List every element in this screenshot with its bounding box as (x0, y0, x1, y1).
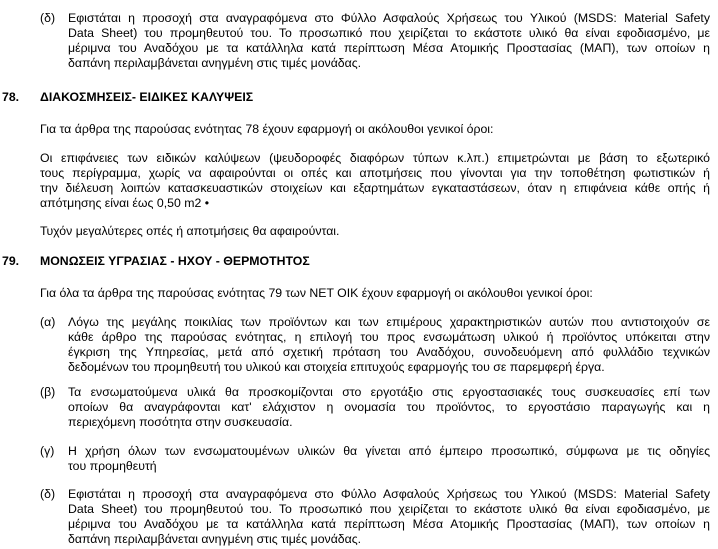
text-line: μέριμνα του Αναδόχου με τα κατάλληλα κατά περίπτωση Μέσα Ατομικής Προστασίας (ΜΑΠ), των οποίων η (68, 41, 710, 55)
list-item (0, 487, 718, 549)
item-label: (γ) (40, 444, 55, 458)
item-text (68, 385, 710, 430)
section-heading-78 (0, 90, 718, 106)
list-item (0, 444, 718, 476)
section-number: 79. (2, 254, 20, 268)
text-line: του προμηθευτή (68, 459, 157, 473)
text-line: τους περίγραμμα, χωρίς να αφαιρούνται οι οπές και αποτμήσεις που γίνονται για την τοποθέτηση φωτιστικών ή (40, 166, 710, 180)
text-line: την διέλευση λοιπών κατασκευαστικών στοιχείων και εξαρτημάτων εγκαταστάσεων, όταν η επιφάνεια κάθε οπής ή (40, 181, 710, 195)
item-label: (δ) (40, 487, 56, 501)
item-label: (α) (40, 315, 56, 329)
list-item (0, 11, 718, 73)
text-line: Οι επιφάνειες των ειδικών καλύψεων (ψευδοροφές διαφόρων τύπων κ.λπ.) επιμετρώνται με βάση το εξωτερικό (40, 151, 710, 165)
section-title: ΜΟΝΩΣΕΙΣ ΥΓΡΑΣΙΑΣ - ΗΧΟΥ - ΘΕΡΜΟΤΗΤΟΣ (40, 254, 310, 268)
text-line: Εφιστάται η προσοχή στα αναγραφόμενα στο Φύλλο Ασφαλούς Χρήσεως του Υλικού (MSDS: Material Safety (68, 487, 710, 501)
section-number: 78. (2, 90, 20, 104)
text-line: οποίων θα αναγράφονται κατ' ελάχιστον η ονομασία του προϊόντος, το εργοστάσιο παραγωγής και η (68, 400, 710, 414)
section-intro: Για όλα τα άρθρα της παρούσας ενότητας 79 των ΝΕΤ ΟΙΚ έχουν εφαρμογή οι ακόλουθοι γενικοί όροι: (40, 286, 593, 300)
text-line: κάθε άρθρο της παρούσας ενότητας, η επιλογή του προς ενσωμάτωση υλικού ή προϊόντος υπόκειται στην (68, 330, 710, 344)
text-line: δεδομένων του προμηθευτή του υλικού και στοιχεία επιτυχούς εφαρμογής του σε παρεμφερή έργα. (68, 360, 605, 374)
list-item (0, 385, 718, 431)
text-line: Λόγω της μεγάλης ποικιλίας των προϊόντων και των επιμέρους χαρακτηριστικών αυτών που αντιστοιχούν σε (68, 315, 710, 329)
text-line: Data Sheet) του προμηθευτού του. Το προσωπικό που χειρίζεται το εκάστοτε υλικό θα είναι εφοδιασμένο, με (68, 502, 710, 516)
item-text (68, 315, 710, 375)
item-text (68, 487, 710, 547)
item-label: (δ) (40, 11, 56, 25)
text-line: δαπάνη περιλαμβάνεται ανηγμένη στις τιμές μονάδας. (68, 532, 362, 546)
section-heading-79 (0, 254, 718, 270)
list-item (0, 315, 718, 377)
item-label: (β) (40, 385, 56, 399)
paragraph (40, 151, 710, 211)
text-line: δαπάνη περιλαμβάνεται ανηγμένη στις τιμές μονάδας. (68, 56, 362, 70)
section-intro: Για τα άρθρα της παρούσας ενότητας 78 έχουν εφαρμογή οι ακόλουθοι γενικοί όροι: (40, 122, 494, 136)
text-line: έγκριση της Υπηρεσίας, μετά από σχετική πρόταση του Αναδόχου, συνοδευόμενη από φυλλάδιο τεχνικών (68, 345, 710, 359)
text-line: Data Sheet) του προμηθευτού του. Το προσωπικό που χειρίζεται το εκάστοτε υλικό θα είναι εφοδιασμένο, με (68, 26, 710, 40)
text-line: Εφιστάται η προσοχή στα αναγραφόμενα στο Φύλλο Ασφαλούς Χρήσεως του Υλικού (MSDS: Material Safety (68, 11, 710, 25)
text-line: περιεχόμενη ποσότητα στην συσκευασία. (68, 415, 293, 429)
item-text (68, 11, 710, 71)
text-line: Η χρήση όλων των ενσωματουμένων υλικών θα γίνεται από έμπειρο προσωπικό, σύμφωνα με τις οδηγίες (68, 444, 710, 458)
text-line: απότμησης είναι έως 0,50 m2 • (40, 196, 210, 210)
section-title: ΔΙΑΚΟΣΜΗΣΕΙΣ- ΕΙΔΙΚΕΣ ΚΑΛΥΨΕΙΣ (40, 90, 254, 104)
text-line: Τα ενσωματούμενα υλικά θα προσκομίζονται στο εργοτάξιο στις εργοστασιακές τους συσκευασίες επί των (68, 385, 710, 399)
paragraph: Τυχόν μεγαλύτερες οπές ή αποτμήσεις θα αφαιρούνται. (40, 224, 340, 238)
text-line: μέριμνα του Αναδόχου με τα κατάλληλα κατά περίπτωση Μέσα Ατομικής Προστασίας (ΜΑΠ), των οποίων η (68, 517, 710, 531)
item-text (68, 444, 710, 474)
